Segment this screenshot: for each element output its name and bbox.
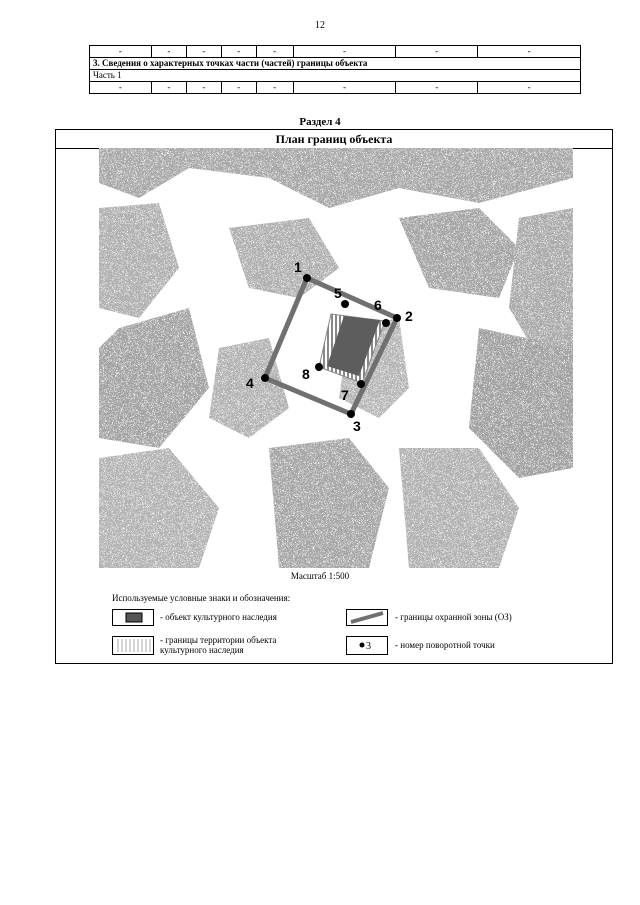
heritage-object-legend-label: - объект культурного наследия <box>160 612 277 622</box>
section-title: Раздел 4 <box>299 116 341 128</box>
point-label: 1 <box>294 259 302 275</box>
table-cell: - <box>478 46 581 58</box>
turning-point-marker <box>382 319 390 327</box>
table-cell: - <box>256 46 293 58</box>
part-label: Часть 1 <box>90 70 581 82</box>
territory-border-legend-label: - границы территории объекта культурного наследия <box>160 635 277 655</box>
table-cell: - <box>396 46 478 58</box>
table-cell: - <box>221 82 256 94</box>
table-cell: - <box>478 82 581 94</box>
turning-point-marker <box>303 274 311 282</box>
point-label: 6 <box>374 297 382 313</box>
point-label: 2 <box>405 308 413 324</box>
protection-zone-legend-symbol <box>346 609 388 626</box>
table-cell: - <box>90 46 152 58</box>
table-cell: - <box>186 46 221 58</box>
turning-point-legend-label: - номер поворотной точки <box>395 640 495 650</box>
plan-title: План границ объекта <box>56 130 612 149</box>
map-scale: Масштаб 1:500 <box>290 571 350 581</box>
turning-point-legend-symbol <box>346 636 388 655</box>
protection-zone-legend-label: - границы охранной зоны (ОЗ) <box>395 612 512 622</box>
turning-point-marker <box>261 374 269 382</box>
table-row <box>90 82 581 94</box>
table-cell: - <box>151 46 186 58</box>
table-cell: - <box>396 82 478 94</box>
table-cell: - <box>151 82 186 94</box>
table-row <box>90 58 581 70</box>
turning-point-marker <box>393 314 401 322</box>
point-label: 8 <box>302 366 310 382</box>
table-cell: - <box>221 46 256 58</box>
table-cell: - <box>186 82 221 94</box>
territory-border-legend-symbol <box>112 636 154 655</box>
characteristic-points-table <box>89 45 581 94</box>
table-row <box>90 70 581 82</box>
turning-point-marker <box>341 300 349 308</box>
turning-point-marker <box>347 410 355 418</box>
turning-point-sample: 3 <box>366 641 371 652</box>
point-label: 7 <box>341 387 349 403</box>
heritage-object-legend-symbol <box>112 609 154 626</box>
map-canvas <box>99 148 573 568</box>
table-cell: - <box>293 46 396 58</box>
table-cell: - <box>90 82 152 94</box>
turning-point-marker <box>357 380 365 388</box>
legend-title: Используемые условные знаки и обозначения: <box>112 593 291 603</box>
boundary-map <box>99 148 573 568</box>
table-row <box>90 46 581 58</box>
point-label: 5 <box>334 285 342 301</box>
table-cell: - <box>293 82 396 94</box>
table-cell: - <box>256 82 293 94</box>
page-number: 12 <box>315 20 325 31</box>
section3-heading: 3. Сведения о характерных точках части (частей) границы объекта <box>90 58 581 70</box>
point-label: 3 <box>353 418 361 434</box>
turning-point-icon <box>360 643 365 648</box>
turning-point-marker <box>315 363 323 371</box>
point-label: 4 <box>246 375 254 391</box>
